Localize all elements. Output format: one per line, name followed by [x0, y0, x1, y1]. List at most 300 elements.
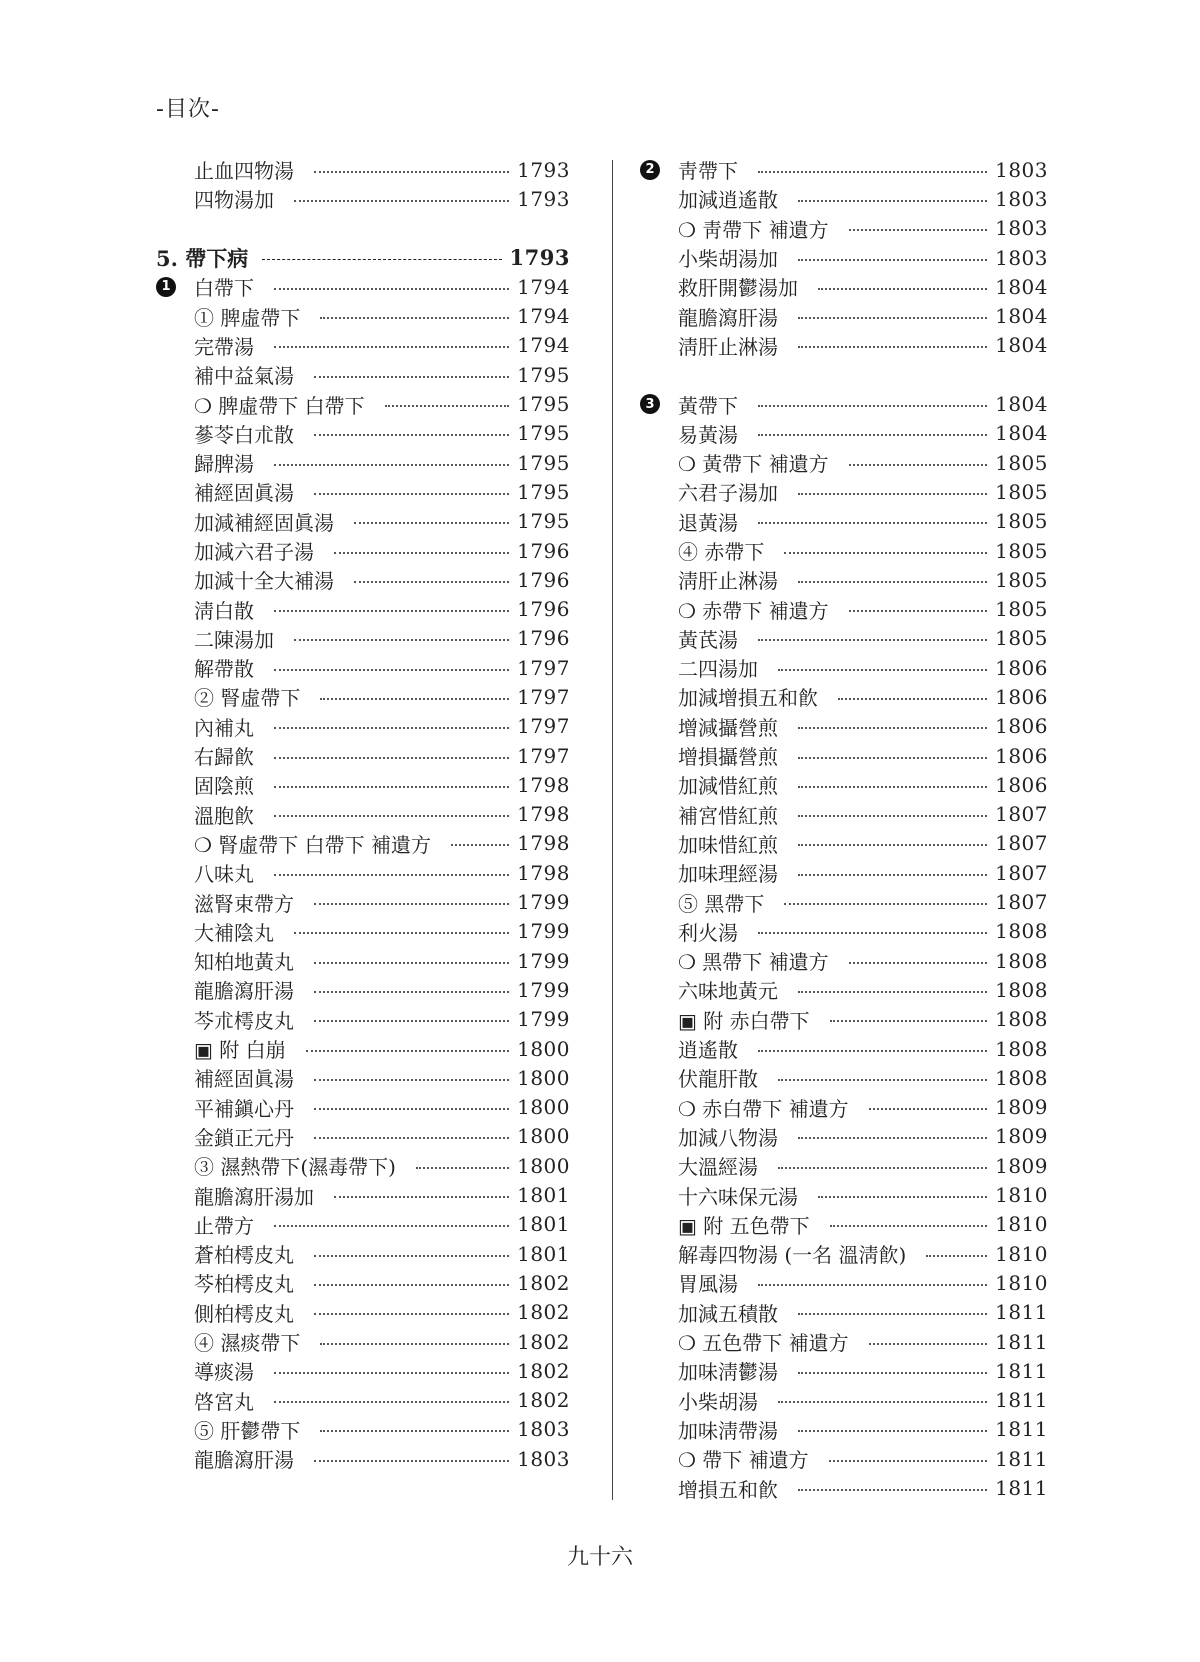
toc-entry	[156, 184, 570, 213]
toc-entry	[640, 536, 1048, 565]
page-ref: 1794	[517, 333, 570, 358]
page-ref: 1803	[517, 1417, 570, 1442]
dot-leader	[926, 1255, 987, 1257]
dot-leader	[784, 903, 987, 905]
page-ref: 1811	[995, 1446, 1048, 1471]
toc-entry	[640, 1122, 1048, 1151]
entry-name: 加味理經湯	[678, 862, 778, 887]
numbered-circle-icon: 1	[156, 277, 176, 297]
page-ref: 1793	[517, 186, 570, 211]
page-ref: 1807	[995, 860, 1048, 885]
entry-name: 退黃湯	[678, 510, 738, 535]
toc-entry	[640, 507, 1048, 536]
entry-name: 加味淸帶湯	[678, 1418, 778, 1443]
page-ref: 1809	[995, 1124, 1048, 1149]
entry-name: 救肝開鬱湯加	[678, 276, 798, 301]
page-ref: 1810	[995, 1241, 1048, 1266]
dot-leader	[758, 522, 987, 524]
page-ref: 1800	[517, 1153, 570, 1178]
dot-leader	[798, 1313, 987, 1315]
toc-entry	[640, 1385, 1048, 1414]
entry-name: 加減八物湯	[678, 1125, 778, 1150]
entry-name: 導痰湯	[194, 1360, 254, 1385]
entry-name: ④ 濕痰帶下	[194, 1331, 301, 1356]
toc-entry	[156, 653, 570, 682]
entry-name: ❍ 脾虛帶下 白帶下	[194, 393, 365, 418]
entry-name: 加減五積散	[678, 1301, 778, 1326]
page-ref: 1805	[995, 479, 1048, 504]
page-ref: 1808	[995, 1065, 1048, 1090]
toc-entry	[640, 1356, 1048, 1385]
dot-leader	[778, 1167, 987, 1169]
entry-name: 加減惜紅煎	[678, 774, 778, 799]
page-ref: 1798	[517, 772, 570, 797]
page-ref: 1804	[995, 392, 1048, 417]
toc-entry	[156, 594, 570, 623]
toc-entry	[640, 887, 1048, 916]
toc-entry	[156, 389, 570, 418]
toc-entry	[640, 653, 1048, 682]
entry-name: 溫胞飮	[194, 803, 254, 828]
toc-column-right	[640, 155, 1048, 1503]
toc-entry	[156, 917, 570, 946]
dot-leader	[274, 727, 509, 729]
toc-entry	[156, 1151, 570, 1180]
page-ref: 1795	[517, 479, 570, 504]
page-ref: 1811	[995, 1329, 1048, 1354]
toc-entry	[640, 448, 1048, 477]
entry-name: 四物湯加	[194, 188, 274, 213]
page-ref: 1797	[517, 743, 570, 768]
page-ref: 1798	[517, 860, 570, 885]
page-ref: 1811	[995, 1476, 1048, 1500]
page-ref: 1808	[995, 1007, 1048, 1032]
page-ref: 1797	[517, 684, 570, 709]
toc-entry	[640, 272, 1048, 301]
page-ref: 1803	[517, 1446, 570, 1471]
page-ref: 1798	[517, 831, 570, 856]
toc-entry	[640, 1473, 1048, 1502]
entry-name: 靑帶下	[678, 159, 738, 184]
entry-name: 龍膽瀉肝湯	[194, 979, 294, 1004]
entry-name: 大溫經湯	[678, 1155, 758, 1180]
toc-entry	[640, 946, 1048, 975]
toc-entry	[640, 975, 1048, 1004]
toc-entry	[156, 1385, 570, 1414]
toc-entry	[640, 565, 1048, 594]
page-ref: 1806	[995, 714, 1048, 739]
toc-entry	[640, 1151, 1048, 1180]
toc-entry	[156, 1444, 570, 1473]
toc-entry	[156, 272, 570, 301]
dot-leader	[334, 552, 509, 554]
entry-name: 芩柏樗皮丸	[194, 1272, 294, 1297]
entry-name: 加減增損五和飮	[678, 686, 818, 711]
entry-name: 內補丸	[194, 715, 254, 740]
entry-name: 芩朮樗皮丸	[194, 1008, 294, 1033]
dot-leader	[758, 171, 987, 173]
page-ref: 1807	[995, 802, 1048, 827]
dot-leader	[869, 1343, 987, 1345]
toc-entry	[640, 1034, 1048, 1063]
page-ref: 1803	[995, 216, 1048, 241]
entry-name: 龍膽瀉肝湯加	[194, 1184, 314, 1209]
toc-entry	[156, 448, 570, 477]
page-ref: 1795	[517, 421, 570, 446]
toc-entry	[640, 1327, 1048, 1356]
page-ref: 1805	[995, 597, 1048, 622]
toc-entry	[640, 155, 1048, 184]
section-spacer	[640, 360, 1048, 389]
page-ref: 1807	[995, 890, 1048, 915]
entry-name: 側柏樗皮丸	[194, 1301, 294, 1326]
toc-entry	[640, 1093, 1048, 1122]
dot-leader	[758, 932, 987, 934]
entry-name: ⑤ 黑帶下	[678, 891, 765, 916]
entry-name: 六君子湯加	[678, 481, 778, 506]
dot-leader	[818, 288, 987, 290]
numbered-circle-icon: 3	[640, 394, 660, 414]
toc-entry	[156, 155, 570, 184]
entry-name: ❍ 腎虛帶下 白帶下 補遺方	[194, 832, 432, 857]
toc-entry	[640, 1210, 1048, 1239]
dot-leader	[274, 757, 509, 759]
page-ref: 1797	[517, 714, 570, 739]
entry-name: ▣ 附 赤白帶下	[678, 1008, 810, 1033]
dot-leader	[798, 346, 987, 348]
dot-leader	[274, 815, 509, 817]
page-ref: 1793	[509, 245, 570, 271]
dot-leader	[314, 376, 509, 378]
toc-entry	[640, 800, 1048, 829]
entry-name: 加味惜紅煎	[678, 832, 778, 857]
page-ref: 1803	[995, 245, 1048, 270]
entry-name: 小柴胡湯加	[678, 247, 778, 272]
entry-name: 歸脾湯	[194, 452, 254, 477]
dot-leader	[274, 669, 509, 671]
entry-name: 知柏地黃丸	[194, 950, 294, 975]
dot-leader	[274, 288, 509, 290]
toc-entry	[156, 800, 570, 829]
dot-leader	[274, 874, 509, 876]
dot-leader	[314, 1137, 509, 1139]
entry-name: 黃芪湯	[678, 627, 738, 652]
dot-leader	[314, 1079, 509, 1081]
entry-name: 白帶下	[194, 276, 254, 301]
entry-name: 加減十全大補湯	[194, 569, 334, 594]
dot-leader	[320, 1430, 509, 1432]
entry-name: 小柴胡湯	[678, 1389, 758, 1414]
page-ref: 1810	[995, 1212, 1048, 1237]
toc-entry	[156, 1034, 570, 1063]
dot-leader	[320, 698, 509, 700]
toc-entry	[156, 1415, 570, 1444]
dot-leader	[798, 1430, 987, 1432]
page-ref: 1806	[995, 684, 1048, 709]
page-ref: 1798	[517, 802, 570, 827]
dot-leader	[320, 1343, 509, 1345]
toc-entry	[640, 331, 1048, 360]
dot-leader	[385, 405, 509, 407]
page-ref: 1796	[517, 567, 570, 592]
entry-name: ① 脾虛帶下	[194, 305, 301, 330]
toc-entry	[640, 594, 1048, 623]
dot-leader	[274, 464, 509, 466]
page-ref: 1795	[517, 450, 570, 475]
entry-name: 止帶方	[194, 1213, 254, 1238]
page-ref: 1796	[517, 626, 570, 651]
dot-leader	[838, 698, 987, 700]
toc-entry	[156, 1180, 570, 1209]
page-number: 九十六	[566, 1545, 633, 1570]
entry-name: 加減補經固眞湯	[194, 510, 334, 535]
entry-name: ❍ 帶下 補遺方	[678, 1448, 809, 1473]
entry-name: ❍ 黑帶下 補遺方	[678, 950, 829, 975]
dot-leader	[798, 991, 987, 993]
entry-name: 蒼柏樗皮丸	[194, 1243, 294, 1268]
dot-leader	[830, 1225, 987, 1227]
toc-entry	[640, 858, 1048, 887]
toc-entry	[640, 1063, 1048, 1092]
dot-leader	[818, 1196, 987, 1198]
dot-leader	[314, 434, 509, 436]
page-ref: 1805	[995, 626, 1048, 651]
entry-name: 二陳湯加	[194, 627, 274, 652]
toc-entry	[640, 184, 1048, 213]
toc-entry	[640, 1444, 1048, 1473]
entry-name: 淸肝止淋湯	[678, 334, 778, 359]
entry-marker	[640, 160, 678, 180]
toc-entry	[640, 389, 1048, 418]
page-ref: 1809	[995, 1153, 1048, 1178]
entry-name: 八味丸	[194, 862, 254, 887]
dot-leader	[798, 727, 987, 729]
toc-entry	[640, 712, 1048, 741]
page-ref: 1793	[517, 157, 570, 182]
entry-name: ▣ 附 五色帶下	[678, 1213, 810, 1238]
entry-name: 逍遙散	[678, 1038, 738, 1063]
page-ref: 1800	[517, 1036, 570, 1061]
page-ref: 1810	[995, 1183, 1048, 1208]
dot-leader	[314, 1108, 509, 1110]
toc-entry	[640, 1239, 1048, 1268]
toc-entry	[156, 712, 570, 741]
page-ref: 1808	[995, 948, 1048, 973]
toc-entry	[156, 770, 570, 799]
entry-name: 二四湯加	[678, 657, 758, 682]
toc-entry	[640, 419, 1048, 448]
entry-name: ❍ 黃帶下 補遺方	[678, 452, 829, 477]
page-ref: 1805	[995, 538, 1048, 563]
page-ref: 1809	[995, 1095, 1048, 1120]
entry-name: ⑤ 肝鬱帶下	[194, 1418, 301, 1443]
toc-entry	[156, 741, 570, 770]
page-ref: 1802	[517, 1358, 570, 1383]
dot-leader	[798, 844, 987, 846]
toc-entry	[156, 1063, 570, 1092]
entry-name: 伏龍肝散	[678, 1067, 758, 1092]
entry-name: 加減逍遙散	[678, 188, 778, 213]
dot-leader	[314, 1020, 509, 1022]
dot-leader	[274, 610, 509, 612]
entry-name: 利火湯	[678, 920, 738, 945]
page-header: -目次-	[156, 97, 220, 122]
toc-entry	[640, 741, 1048, 770]
dot-leader	[314, 1313, 509, 1315]
dot-leader	[784, 552, 987, 554]
toc-entry	[156, 301, 570, 330]
dot-leader	[416, 1167, 509, 1169]
dot-leader	[849, 229, 987, 231]
dot-leader	[778, 1079, 987, 1081]
page-ref: 1800	[517, 1095, 570, 1120]
toc-column-left	[156, 155, 570, 1473]
dot-leader	[314, 493, 509, 495]
page-ref: 1797	[517, 655, 570, 680]
page-ref: 1794	[517, 274, 570, 299]
toc-entry	[156, 419, 570, 448]
page-ref: 1805	[995, 509, 1048, 534]
entry-name: 淸白散	[194, 598, 254, 623]
toc-entry	[156, 1327, 570, 1356]
dot-leader	[798, 581, 987, 583]
page-ref: 1811	[995, 1300, 1048, 1325]
dot-leader	[314, 991, 509, 993]
entry-name: 龍膽瀉肝湯	[678, 305, 778, 330]
toc-entry	[156, 1268, 570, 1297]
dot-leader	[798, 757, 987, 759]
page-ref: 1801	[517, 1212, 570, 1237]
dot-leader	[294, 639, 509, 641]
dot-leader	[314, 962, 509, 964]
dot-leader	[758, 1284, 987, 1286]
page-ref: 1805	[995, 450, 1048, 475]
dot-leader	[798, 1137, 987, 1139]
toc-entry	[640, 624, 1048, 653]
toc-entry	[640, 770, 1048, 799]
page-ref: 1806	[995, 743, 1048, 768]
entry-name: 六味地黃元	[678, 979, 778, 1004]
entry-name: ❍ 赤帶下 補遺方	[678, 598, 829, 623]
page-ref: 1804	[995, 274, 1048, 299]
page-ref: 1801	[517, 1183, 570, 1208]
entry-name: 補宮惜紅煎	[678, 803, 778, 828]
dot-leader	[314, 903, 509, 905]
entry-name: ▣ 附 白崩	[194, 1038, 286, 1063]
page-ref: 1806	[995, 772, 1048, 797]
toc-entry	[640, 214, 1048, 243]
toc-entry	[156, 331, 570, 360]
dot-leader	[314, 171, 509, 173]
page-ref: 1799	[517, 1007, 570, 1032]
entry-name: 龍膽瀉肝湯	[194, 1448, 294, 1473]
entry-name: ❍ 靑帶下 補遺方	[678, 217, 829, 242]
entry-name: 解毒四物湯 (一名 溫淸飮)	[678, 1243, 907, 1268]
entry-name: 補經固眞湯	[194, 1067, 294, 1092]
page-ref: 1799	[517, 977, 570, 1002]
toc-entry	[156, 507, 570, 536]
entry-name: 增損攝營煎	[678, 745, 778, 770]
entry-name: 易黃湯	[678, 422, 738, 447]
page-ref: 1795	[517, 362, 570, 387]
page-ref: 1806	[995, 655, 1048, 680]
page-ref: 1808	[995, 919, 1048, 944]
toc-entry	[156, 1005, 570, 1034]
toc-entry	[156, 1210, 570, 1239]
toc-entry	[640, 243, 1048, 272]
toc-entry	[640, 829, 1048, 858]
entry-name: 蔘苓白朮散	[194, 422, 294, 447]
dot-leader	[294, 932, 509, 934]
entry-name: 解帶散	[194, 657, 254, 682]
column-divider	[612, 160, 613, 1500]
entry-name: 黃帶下	[678, 393, 738, 418]
dot-leader	[798, 786, 987, 788]
toc-entry	[156, 1093, 570, 1122]
page-ref: 1811	[995, 1358, 1048, 1383]
toc-entry	[640, 1180, 1048, 1209]
toc-entry	[156, 1122, 570, 1151]
dot-leader	[869, 1108, 987, 1110]
page-ref: 1799	[517, 948, 570, 973]
section-spacer	[156, 214, 570, 243]
entry-name: 平補鎭心丹	[194, 1096, 294, 1121]
dot-leader	[798, 259, 987, 261]
toc-entry	[156, 946, 570, 975]
toc-entry	[156, 565, 570, 594]
entry-name: ③ 濕熱帶下(濕毒帶下)	[194, 1155, 396, 1180]
dot-leader	[758, 639, 987, 641]
page-ref: 1811	[995, 1388, 1048, 1413]
page-ref: 1796	[517, 538, 570, 563]
toc-entry	[640, 301, 1048, 330]
dot-leader	[334, 1196, 509, 1198]
entry-name: 十六味保元湯	[678, 1184, 798, 1209]
toc-entry	[156, 829, 570, 858]
dot-leader	[314, 1284, 509, 1286]
dot-leader	[798, 815, 987, 817]
dot-leader	[758, 405, 987, 407]
dot-leader	[829, 1460, 987, 1462]
entry-name: 胃風湯	[678, 1272, 738, 1297]
page-ref: 1811	[995, 1417, 1048, 1442]
dot-leader	[451, 844, 509, 846]
page-ref: 1802	[517, 1388, 570, 1413]
entry-name: 補經固眞湯	[194, 481, 294, 506]
page-ref: 1800	[517, 1124, 570, 1149]
entry-name: 大補陰丸	[194, 920, 274, 945]
section-title: 5. 帶下病	[156, 245, 249, 271]
page-ref: 1796	[517, 597, 570, 622]
page-ref: 1801	[517, 1241, 570, 1266]
page-ref: 1802	[517, 1300, 570, 1325]
entry-name: 右歸飮	[194, 745, 254, 770]
toc-entry	[640, 682, 1048, 711]
page-ref: 1805	[995, 567, 1048, 592]
entry-name: 加減六君子湯	[194, 540, 314, 564]
entry-name: 增減攝營煎	[678, 715, 778, 740]
toc-entry	[156, 477, 570, 506]
dot-leader	[798, 1489, 987, 1491]
entry-name: 金鎖正元丹	[194, 1125, 294, 1150]
entry-name: 啓宮丸	[194, 1389, 254, 1414]
toc-entry	[640, 917, 1048, 946]
page-ref: 1803	[995, 157, 1048, 182]
page-ref: 1799	[517, 890, 570, 915]
dot-leader	[798, 874, 987, 876]
toc-entry	[156, 887, 570, 916]
dot-leader	[306, 1050, 509, 1052]
